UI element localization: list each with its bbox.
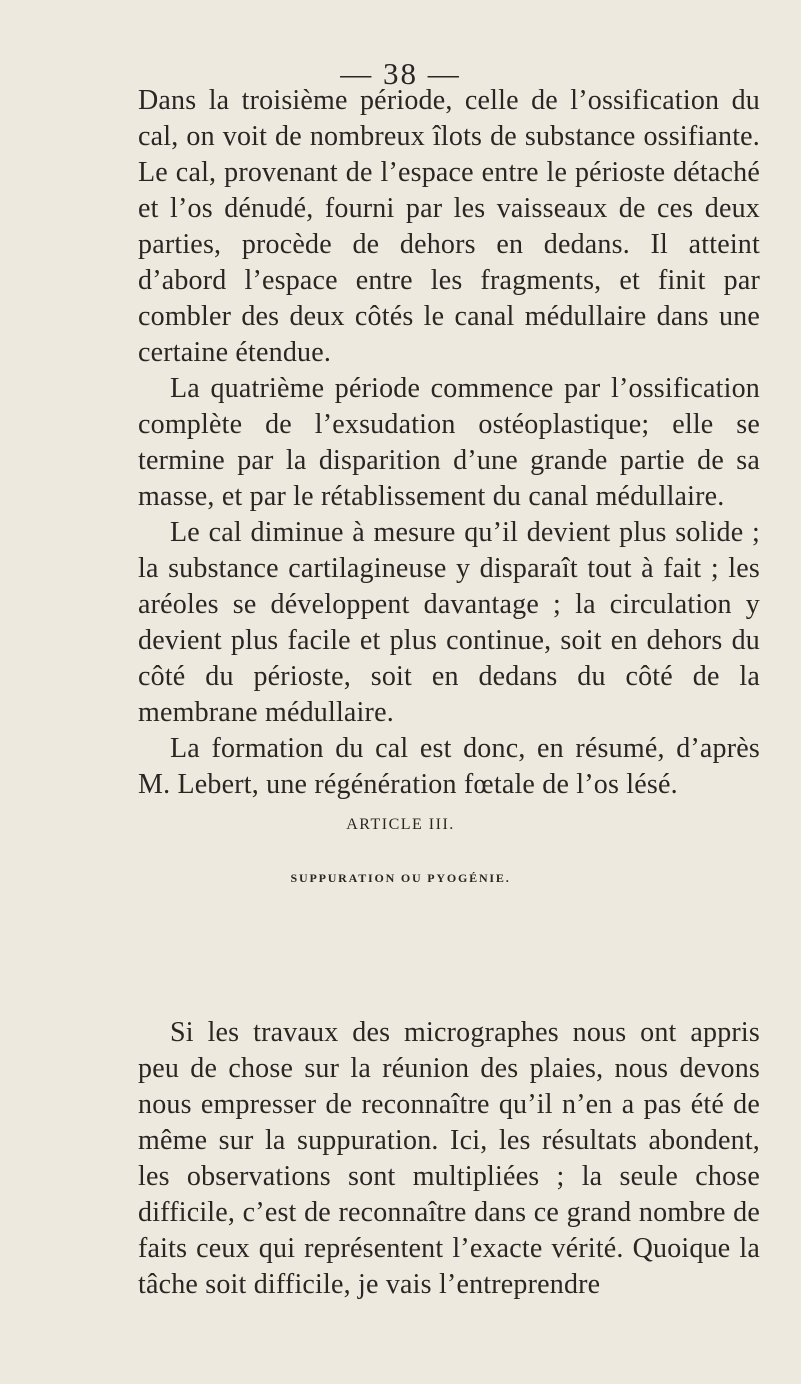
- text-block-bottom: [138, 1015, 760, 1303]
- page-number: — 38 —: [340, 56, 461, 91]
- paragraph: Dans la troisième période, celle de l’ossification du cal, on voit de nombreux îlots de substance ossifiante. Le cal, provenant de l’espace entre le périoste détaché et l’os dénudé, fourni par les vaisseaux de ces deux parties, procède de dehors en dedans. Il atteint d’abord l’espace entre les fragments, et finit par combler des deux côtés le canal médullaire dans une certaine étendue.: [138, 85, 760, 368]
- article-subheading: SUPPURATION OU PYOGÉNIE.: [290, 871, 511, 885]
- paragraph: La quatrième période commence par l’ossification complète de l’exsudation ostéoplastique; elle se termine par la disparition d’une grande partie de sa masse, et par le rétablissement du canal médullaire.: [138, 373, 760, 512]
- paragraph: Si les travaux des micrographes nous ont appris peu de chose sur la réunion des plaies, nous devons nous empresser de reconnaître qu’il n’en a pas été de même sur la suppuration. Ici, les résultats abondent, les observations sont multipliées ; la seule chose difficile, c’est de reconnaître dans ce grand nombre de faits ceux qui représentent l’exacte vérité. Quoique la tâche soit difficile, je vais l’entreprendre: [138, 1017, 760, 1300]
- paragraph: La formation du cal est donc, en résumé, d’après M. Lebert, une régénération fœtale de l’os lésé.: [138, 733, 760, 800]
- article-heading: ARTICLE III.: [346, 816, 455, 833]
- paragraph: Le cal diminue à mesure qu’il devient plus solide ; la substance cartilagineuse y disparaît tout à fait ; les aréoles se développent davantage ; la circulation y devient plus facile et plus continue, soit en dehors du côté du périoste, soit en dedans du côté de la membrane médullaire.: [138, 517, 760, 728]
- text-block-top: [138, 83, 760, 803]
